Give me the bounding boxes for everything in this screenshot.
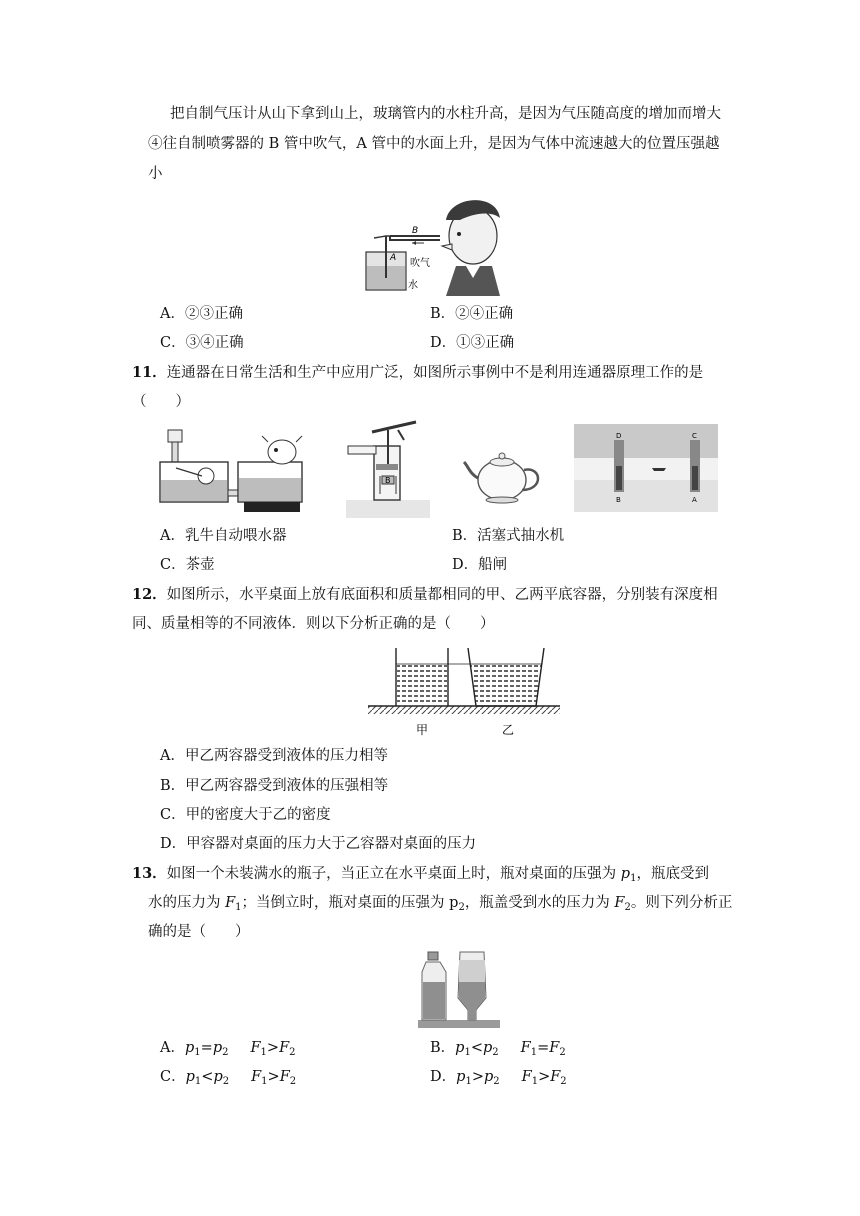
q13-a-rel2: >: [266, 1040, 280, 1056]
q13-option-b[interactable]: [430, 1038, 566, 1058]
q13-c-f2-sub: 2: [289, 1076, 297, 1087]
q11-stem-line-1: [132, 363, 722, 383]
q13-b-rel2: =: [537, 1040, 550, 1056]
piston-pump-figure: [342, 420, 432, 518]
q13-option-a[interactable]: [160, 1038, 296, 1058]
q13-d-rel1: >: [471, 1069, 484, 1085]
q11-stem-line-2: （ ）: [132, 394, 190, 410]
q13-b-p2: p: [482, 1040, 493, 1056]
q13-number: 13．: [132, 865, 167, 882]
q13-text-1b: ，瓶底受到: [636, 866, 709, 882]
ship-lock-figure: [574, 424, 718, 512]
q13-d-p2-sub: 2: [493, 1076, 500, 1087]
q13-a-rel1: =: [200, 1040, 213, 1056]
q13-text-2c: ，瓶盖受到水的压力为: [464, 895, 615, 911]
sprayer-figure: [360, 192, 506, 296]
q12-option-b[interactable]: B．甲乙两容器受到液体的压强相等: [160, 778, 389, 794]
label-water: 水: [408, 280, 418, 291]
q13-b-letter: B．: [430, 1040, 456, 1056]
q13-d-f2: F: [550, 1069, 561, 1085]
q12-stem-line-1: [132, 585, 722, 605]
q13-b-rel1: <: [470, 1040, 483, 1056]
intro-line-2: ④往自制喷雾器的 B 管中吹气，A 管中的水面上升，是因为气体中流速越大的位置压强越: [148, 136, 720, 152]
q12-stem-line-2: 同、质量相等的不同液体．则以下分析正确的是（ ）: [132, 616, 495, 632]
q13-b-f2-sub: 2: [559, 1047, 566, 1058]
q13-d-letter: D．: [430, 1069, 457, 1085]
q13-f2: F: [614, 895, 625, 911]
q12-option-a[interactable]: A．甲乙两容器受到液体的压力相等: [160, 748, 388, 764]
q13-f1: F: [225, 895, 236, 911]
q13-f2-sub: 2: [624, 902, 631, 913]
containers-figure: [366, 644, 562, 738]
q13-b-f1-sub: 1: [530, 1047, 538, 1058]
q13-a-letter: A．: [160, 1040, 185, 1056]
q13-b-p1-sub: 1: [464, 1047, 471, 1058]
q13-a-p2-sub: 2: [222, 1047, 229, 1058]
label-blow: 吹气: [410, 258, 430, 269]
q12-number: 12．: [132, 586, 167, 603]
q13-text-2d: 。则下列分析正: [630, 895, 733, 911]
label-yi: 乙: [502, 723, 515, 737]
q13-c-f1-sub: 1: [261, 1076, 268, 1087]
q10-option-d[interactable]: D．①③正确: [430, 335, 515, 351]
bottles-figure: [418, 948, 500, 1028]
q13-c-p2-sub: 2: [222, 1076, 230, 1087]
q13-text-2a: 水的压力为: [148, 895, 226, 911]
q13-d-p2: p: [483, 1069, 494, 1085]
lock-label-c: C: [692, 432, 697, 440]
q10-option-c[interactable]: C．③④正确: [160, 335, 244, 351]
q13-f1-sub: 1: [235, 902, 242, 913]
q13-b-f2: F: [549, 1040, 560, 1056]
q13-stem-line-2: [148, 893, 738, 913]
q13-stem-line-1: [132, 864, 722, 884]
q13-b-p1: p: [455, 1040, 465, 1056]
q11-option-c[interactable]: C．茶壶: [160, 557, 215, 573]
q11-number: 11．: [132, 364, 167, 381]
q13-a-f1-sub: 1: [260, 1047, 267, 1058]
q11-option-d[interactable]: D．船闸: [452, 557, 508, 573]
q13-a-f1: F: [250, 1040, 261, 1056]
q13-c-p2: p: [213, 1069, 223, 1085]
q13-option-d[interactable]: [430, 1067, 567, 1087]
q13-c-letter: C．: [160, 1069, 186, 1085]
q10-option-b[interactable]: B．②④正确: [430, 306, 514, 322]
q12-option-d[interactable]: D．甲容器对桌面的压力大于乙容器对桌面的压力: [160, 836, 477, 852]
q13-p2-sub: 2: [458, 902, 465, 913]
lock-label-a: A: [692, 496, 697, 504]
q12-text-1: 如图所示，水平桌面上放有底面积和质量都相同的甲、乙两平底容器，分别装有深度相: [166, 587, 718, 603]
q10-option-a[interactable]: A．②③正确: [160, 306, 243, 322]
q13-c-rel2: >: [267, 1069, 280, 1085]
q13-b-f1: F: [520, 1040, 531, 1056]
q13-d-p1: p: [456, 1069, 466, 1085]
q13-a-f2: F: [279, 1040, 290, 1056]
pump-label-b: B: [385, 476, 391, 485]
q13-a-p1: p: [184, 1040, 195, 1056]
cow-feeder-figure: [158, 428, 306, 514]
q13-d-f2-sub: 2: [560, 1076, 567, 1087]
q13-p1: p: [620, 866, 631, 882]
teapot-figure: [462, 440, 548, 504]
q13-c-p1-sub: 1: [194, 1076, 202, 1087]
q13-a-p2: p: [212, 1040, 223, 1056]
intro-line-3: 小: [148, 166, 163, 182]
q13-p1-sub: 1: [630, 873, 637, 884]
lock-label-d: D: [616, 432, 622, 440]
q12-option-c[interactable]: C．甲的密度大于乙的密度: [160, 807, 331, 823]
q13-text-2b: ；当倒立时，瓶对桌面的压强为 p: [241, 895, 459, 911]
q13-c-rel1: <: [201, 1069, 214, 1085]
q13-a-p1-sub: 1: [194, 1047, 201, 1058]
q13-stem-line-3: 确的是（ ）: [148, 924, 250, 940]
q11-option-a[interactable]: A．乳牛自动喂水器: [160, 528, 287, 544]
q13-text-1a: 如图一个未装满水的瓶子，当正立在水平桌面上时，瓶对桌面的压强为: [166, 866, 621, 882]
q13-c-f1: F: [251, 1069, 262, 1085]
q13-d-rel2: >: [538, 1069, 551, 1085]
intro-line-1: 把自制气压计从山下拿到山上，玻璃管内的水柱升高，是因为气压随高度的增加而增大: [170, 106, 721, 122]
label-b: B: [412, 226, 419, 236]
label-a: A: [390, 253, 397, 263]
lock-label-b: B: [616, 496, 621, 504]
q13-option-c[interactable]: [160, 1067, 296, 1087]
q13-c-p1: p: [185, 1069, 195, 1085]
q13-b-p2-sub: 2: [492, 1047, 499, 1058]
q13-d-p1-sub: 1: [465, 1076, 472, 1087]
label-jia: 甲: [416, 723, 429, 737]
q13-a-f2-sub: 2: [289, 1047, 296, 1058]
q11-text-1: 连通器在日常生活和生产中应用广泛，如图所示事例中不是利用连通器原理工作的是: [166, 365, 704, 381]
q13-c-f2: F: [279, 1069, 290, 1085]
q11-option-b[interactable]: B．活塞式抽水机: [452, 528, 565, 544]
q13-d-f1-sub: 1: [531, 1076, 539, 1087]
q13-d-f1: F: [521, 1069, 532, 1085]
